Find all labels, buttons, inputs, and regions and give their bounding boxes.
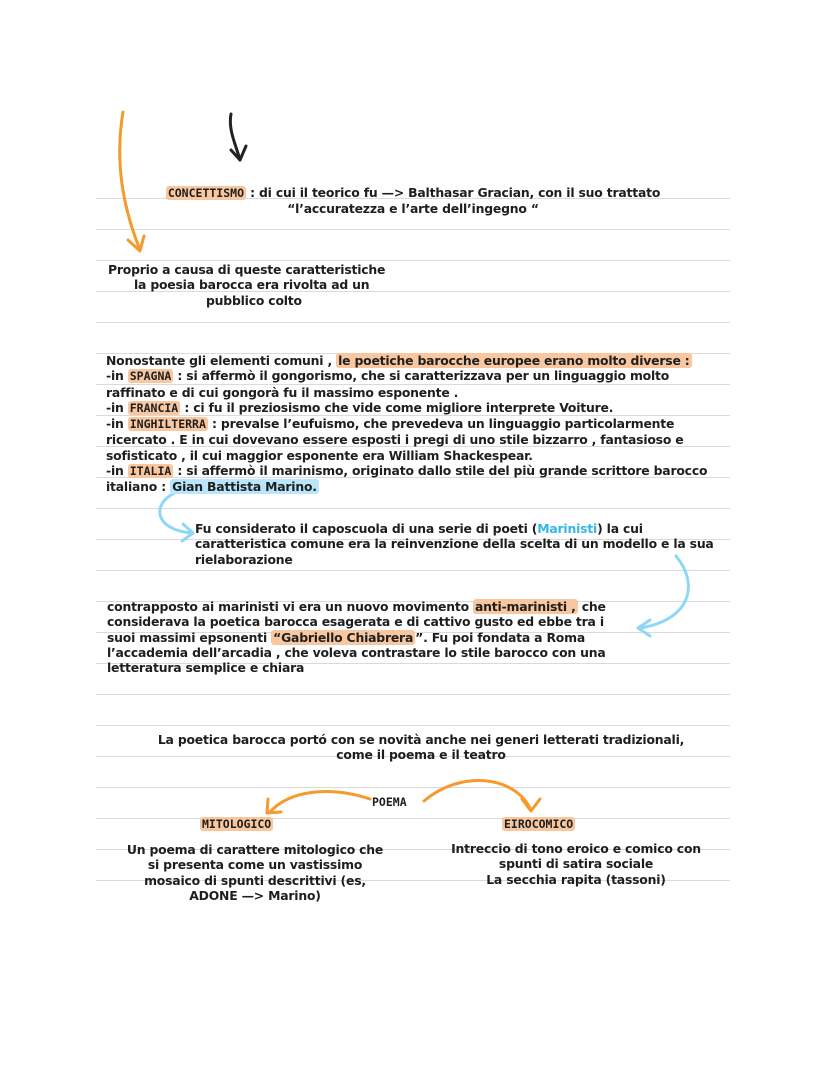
mitologico-description: Un poema di carattere mitologico che si presenta come un vastissimo mosaico di spunti descrittivi (es, ADONE —> Marino) <box>126 842 384 903</box>
europee-highlight: le poetiche barocche europee erano molto diverse : <box>338 353 690 368</box>
blue-left-curve-arrow <box>160 490 193 541</box>
proprio-block: Proprio a causa di queste caratteristiche la poesia barocca era rivolta ad un pubblico colto <box>108 262 386 308</box>
poema-label: POEMA <box>372 795 407 809</box>
nonostante-block: Nonostante gli elementi comuni , le poetiche barocche europee erano molto diverse : -in SPAGNA : si affermò il gongorismo, che si caratterizzava per un linguaggio molto raffinato e di cui gongorà fu il massimo esponente . -in FRANCIA : ci fu il preziosismo che vide come migliore interprete Voiture. -in INGHILTERRA : prevalse l’eufuismo, che prevedeva un linguaggio particolarmente ricercato . E in cui dovevano essere esposti i pregi di uno stile bizzarro , fantasioso e sofisticato , il cui maggior esponente era William Shackespear. -in ITALIA : si affermò il marinismo, originato dallo stile del più grande scrittore barocco italiano : Gian Battista Marino. <box>106 353 708 495</box>
concettismo-line-1: CONCETTISMO : di cui il teorico fu —> Balthasar Gracian, con il suo trattato <box>167 185 661 200</box>
antimarinisti-highlight: anti-marinisti , <box>475 599 576 614</box>
concettismo-term: CONCETTISMO <box>167 186 244 200</box>
eirocomico-description: Intreccio di tono eroico e comico con spunti di satira sociale La secchia rapita (tassoni) <box>451 841 701 887</box>
antimarinisti-block: contrapposto ai marinisti vi era un nuovo movimento anti-marinisti , che considerava la poetica barocca esagerata e di cattivo gusto ed ebbe tra i suoi massimi epsonenti “Gabriello Chiabrera ”. Fu poi fondata a Roma l’accademia dell’arcadia , che voleva contrastare lo stile barocco con una letteratura semplice e chiara <box>107 599 606 676</box>
poetica-block: La poetica barocca portó con se novità anche nei generi letterati tradizionali, come il poema e il teatro <box>157 732 685 763</box>
spagna-term: SPAGNA <box>129 369 172 384</box>
marinisti-term: Marinisti <box>537 521 598 536</box>
concettismo-block <box>96 185 730 217</box>
orange-left-curve-arrow <box>267 792 370 813</box>
chiabrera-highlight: “Gabriello Chiabrera <box>273 629 414 645</box>
black-down-arrow <box>230 114 246 160</box>
orange-down-arrow <box>120 112 144 251</box>
inghilterra-term: INGHILTERRA <box>129 417 206 432</box>
caposcuola-block: Fu considerato il caposcuola di una serie di poeti (Marinisti) la cui caratteristica comune era la reinvenzione della scelta di un modello e la sua rielaborazione <box>195 521 714 567</box>
concettismo-line-2: “l’accuratezza e l’arte dell’ingegno “ <box>287 201 539 217</box>
marino-highlight: Gian Battista Marino. <box>172 479 317 495</box>
blue-right-curve-arrow <box>638 556 688 636</box>
italia-term: ITALIA <box>129 464 172 479</box>
francia-term: FRANCIA <box>129 400 179 415</box>
eirocomico-title: EIROCOMICO <box>504 817 574 831</box>
mitologico-title: MITOLOGICO <box>202 817 272 831</box>
orange-right-curve-arrow <box>424 780 540 811</box>
